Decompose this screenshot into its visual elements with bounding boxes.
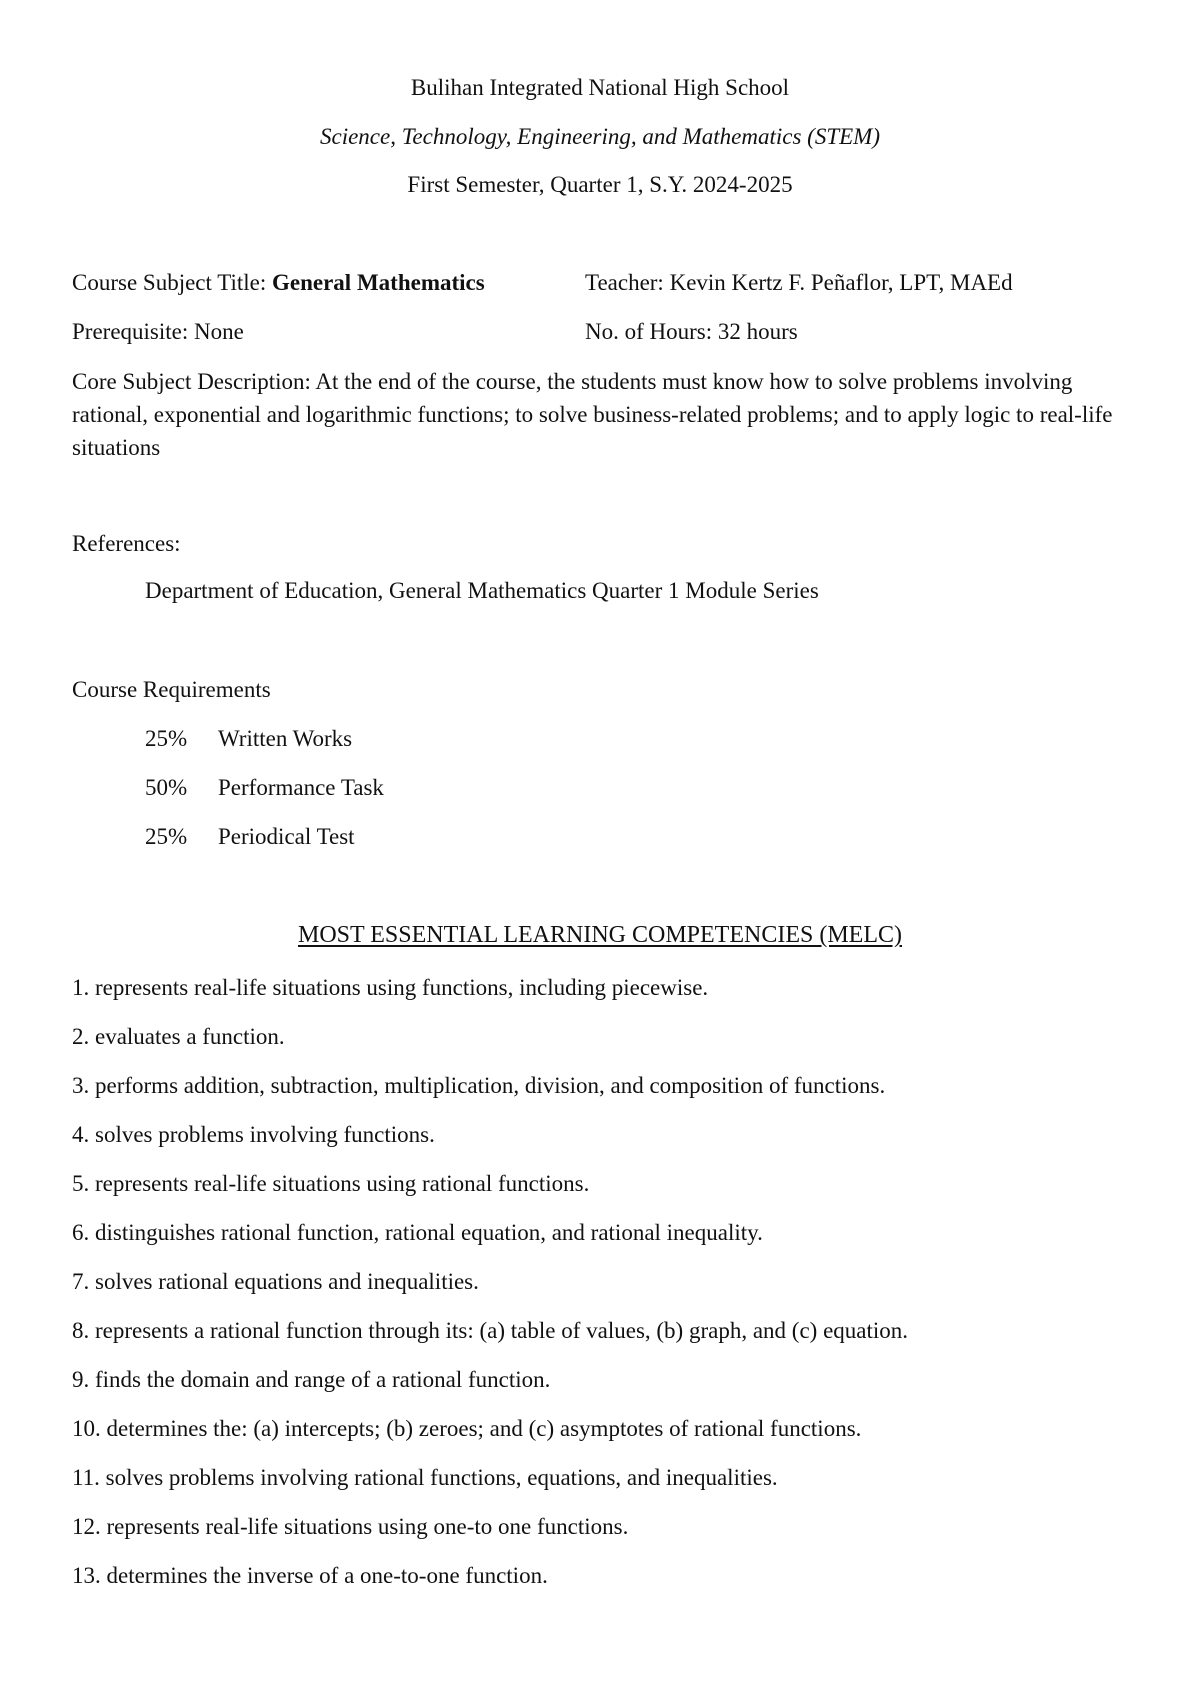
teacher-value: Kevin Kertz F. Peñaflor, LPT, MAEd	[669, 270, 1013, 295]
competency-item: 13. determines the inverse of a one-to-one function.	[72, 1563, 548, 1588]
requirement-percent: 50%	[145, 775, 188, 800]
prerequisite-value: None	[194, 319, 244, 344]
melc-title	[0, 920, 1200, 950]
competency-item: 3. performs addition, subtraction, multiplication, division, and composition of functions.	[72, 1073, 886, 1098]
competency-item: 7. solves rational equations and inequalities.	[72, 1269, 479, 1294]
competency-item: 6. distinguishes rational function, rational equation, and rational inequality.	[72, 1220, 763, 1245]
competency-item: 5. represents real-life situations using rational functions.	[72, 1171, 590, 1196]
course-title-label: Course Subject Title:	[72, 270, 272, 295]
requirement-label: Written Works	[218, 726, 353, 751]
term-line: First Semester, Quarter 1, S.Y. 2024-2025	[407, 172, 793, 197]
prerequisite-field	[72, 317, 244, 347]
reference-item: Department of Education, General Mathematics Quarter 1 Module Series	[145, 578, 819, 603]
competency-item: 1. represents real-life situations using functions, including piecewise.	[72, 975, 709, 1000]
competency-item: 10. determines the: (a) intercepts; (b) zeroes; and (c) asymptotes of rational functions.	[72, 1416, 862, 1441]
requirement-percent: 25%	[145, 824, 188, 849]
course-title-field	[72, 268, 485, 298]
hours-value: 32 hours	[717, 319, 798, 344]
competency-item: 4. solves problems involving functions.	[72, 1122, 435, 1147]
teacher-label: Teacher:	[585, 270, 670, 295]
melc-title-text: MOST ESSENTIAL LEARNING COMPETENCIES (MELC)	[298, 922, 902, 948]
course-title-value: General Mathematics	[272, 270, 485, 295]
requirements-heading: Course Requirements	[72, 677, 271, 702]
strand-name: Science, Technology, Engineering, and Mathematics (STEM)	[320, 124, 880, 149]
references-heading: References:	[72, 531, 181, 556]
competency-item: 11. solves problems involving rational functions, equations, and inequalities.	[72, 1465, 778, 1490]
core-subject-description: Core Subject Description: At the end of the course, the students must know how to solve problems involving rational, exponential and logarithmic functions; to solve business-related problems; and to apply logic to real-life situations	[72, 369, 1113, 460]
school-name: Bulihan Integrated National High School	[410, 75, 790, 100]
requirement-percent: 25%	[145, 726, 188, 751]
hours-field	[585, 317, 798, 347]
competency-item: 8. represents a rational function through its: (a) table of values, (b) graph, and (c) equation.	[72, 1318, 909, 1343]
competency-list	[72, 973, 1162, 1610]
competency-item: 12. represents real-life situations using one-to one functions.	[72, 1514, 629, 1539]
requirement-label: Periodical Test	[218, 824, 355, 849]
teacher-field	[585, 268, 1013, 298]
competency-item: 2. evaluates a function.	[72, 1024, 285, 1049]
prerequisite-label: Prerequisite:	[72, 319, 194, 344]
competency-item: 9. finds the domain and range of a rational function.	[72, 1367, 551, 1392]
hours-label: No. of Hours:	[585, 319, 718, 344]
requirement-label: Performance Task	[218, 775, 384, 800]
